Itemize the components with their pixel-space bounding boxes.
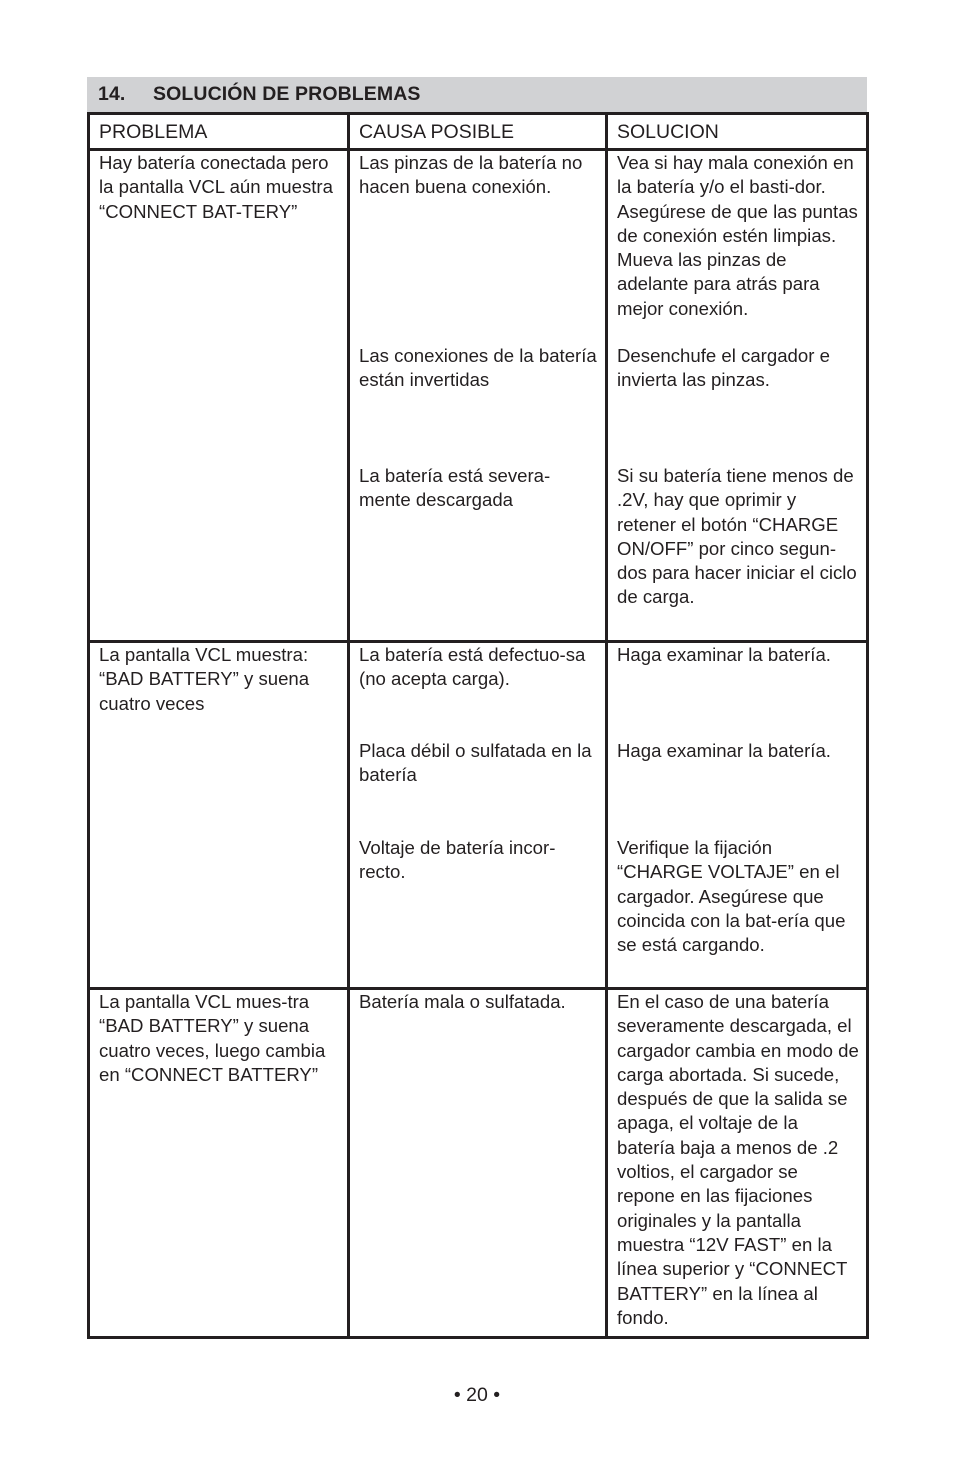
solution-cell <box>607 150 868 642</box>
solution-text: En el caso de una batería severamente descargada, el cargador cambia en modo de carga abortada. Si sucede, después de que la salida se apaga, el voltaje de la batería baja a menos de .2 voltios, el cargador se repone en las fijaciones originales y la pantalla muestra “12V FAST” en la línea superior y “CONNECT BATTERY” en la línea al fondo. <box>617 991 859 1328</box>
cause-text: Batería mala o sulfatada. <box>359 991 566 1012</box>
problem-text: La pantalla VCL mues-tra “BAD BATTERY” y suena cuatro veces, luego cambia en “CONNECT BATTERY” <box>99 991 326 1085</box>
cause-text: Voltaje de batería incor-recto. <box>359 837 556 883</box>
table-row <box>89 989 868 1338</box>
solution-text: Desenchufe el cargador e invierta las pinzas. <box>617 345 830 391</box>
cause-text: Placa débil o sulfatada en la batería <box>359 740 592 786</box>
problem-cell <box>89 150 349 642</box>
table-row <box>89 150 868 642</box>
header-cause: CAUSA POSIBLE <box>349 114 607 150</box>
cause-text: Las conexiones de la batería están invertidas <box>359 345 597 391</box>
problem-text: La pantalla VCL muestra: “BAD BATTERY” y suena cuatro veces <box>99 644 310 714</box>
troubleshooting-table <box>87 112 869 1339</box>
cause-cell <box>349 989 607 1338</box>
problem-cell <box>89 989 349 1338</box>
cause-text: La batería está defectuo-sa (no acepta carga). <box>359 644 586 690</box>
table-header-row <box>89 114 868 150</box>
header-solution: SOLUCION <box>607 114 868 150</box>
problem-text: Hay batería conectada pero la pantalla VCL aún muestra “CONNECT BAT-TERY” <box>99 152 333 222</box>
cause-text: Las pinzas de la batería no hacen buena conexión. <box>359 152 583 198</box>
section-heading <box>87 77 867 112</box>
section-title: SOLUCIÓN DE PROBLEMAS <box>153 83 421 105</box>
solution-text: Haga examinar la batería. <box>617 740 831 761</box>
header-problem: PROBLEMA <box>89 114 349 150</box>
section-number: 14. <box>98 83 126 105</box>
solution-text: Haga examinar la batería. <box>617 644 831 665</box>
cause-text: La batería está severa-mente descargada <box>359 465 551 511</box>
cause-cell <box>349 150 607 642</box>
solution-text: Vea si hay mala conexión en la batería y/o el basti-dor. Asegúrese de que las puntas de conexión estén limpias. Mueva las pinzas de adelante para atrás para mejor conexión. <box>617 152 858 319</box>
solution-cell <box>607 642 868 989</box>
solution-cell <box>607 989 868 1338</box>
page-number: • 20 • <box>453 1384 501 1406</box>
problem-cell <box>89 642 349 989</box>
solution-text: Verifique la fijación “CHARGE VOLTAJE” en el cargador. Asegúrese que coincida con la bat-ería que se está cargando. <box>617 837 846 956</box>
table-row <box>89 642 868 989</box>
cause-cell <box>349 642 607 989</box>
solution-text: Si su batería tiene menos de .2V, hay que oprimir y retener el botón “CHARGE ON/OFF” por cinco segun-dos para hacer iniciar el ciclo de carga. <box>617 465 857 608</box>
